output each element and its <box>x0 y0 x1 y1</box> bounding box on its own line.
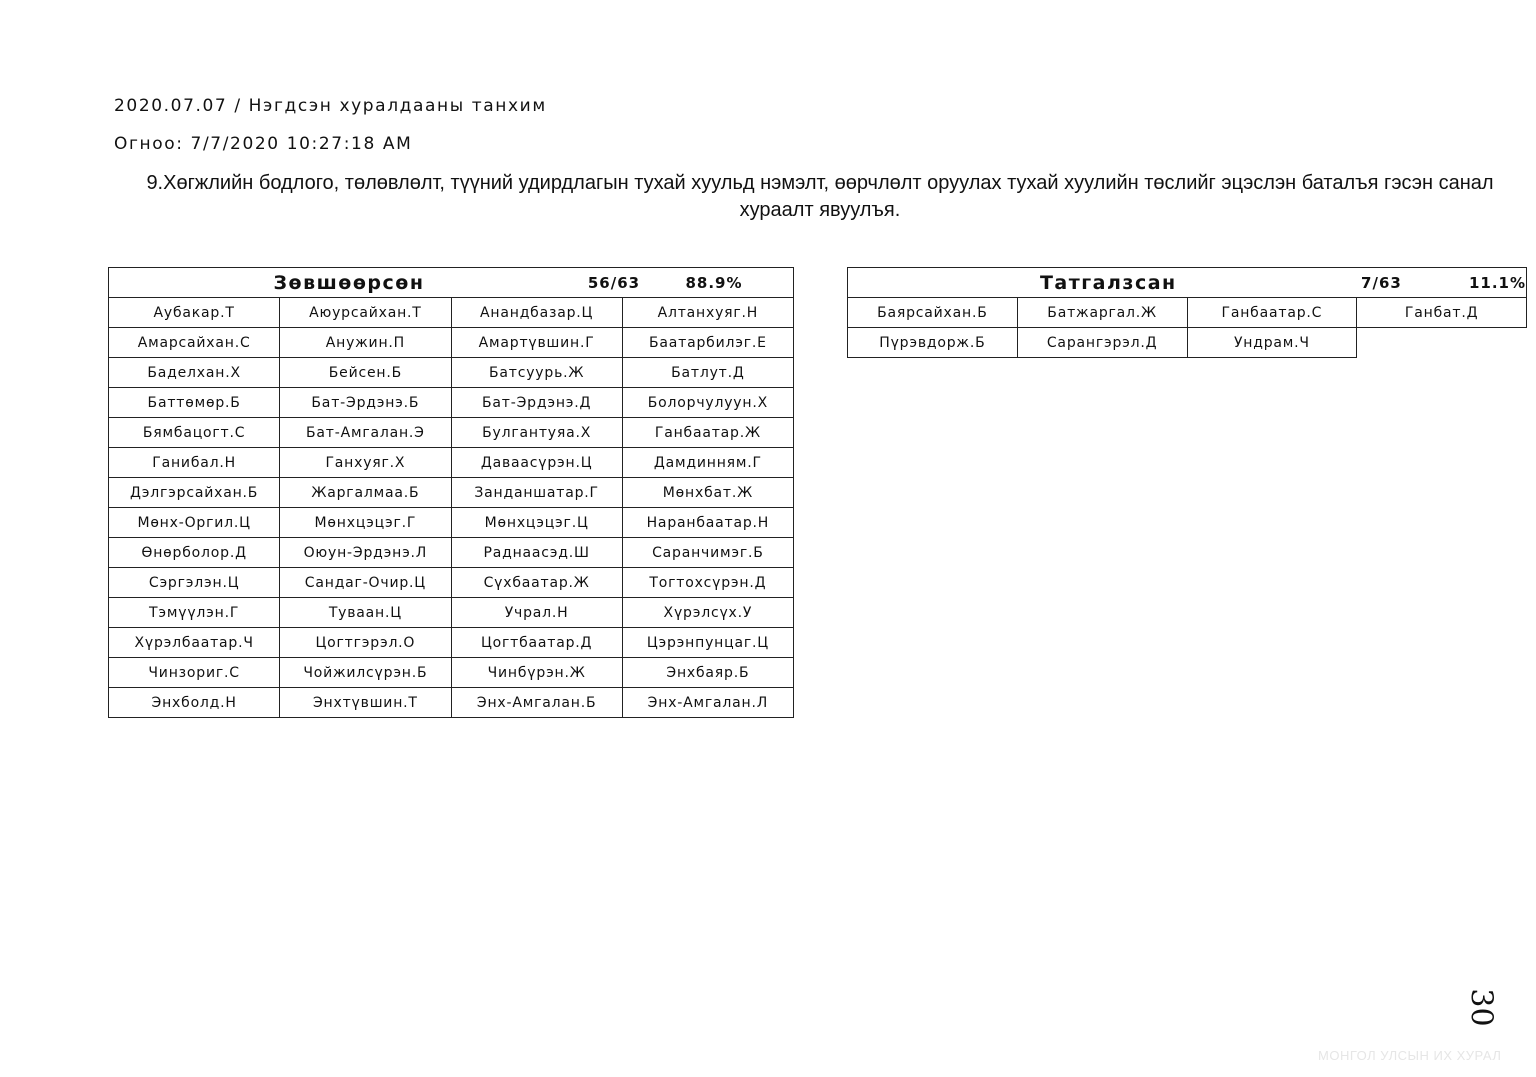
approved-row <box>109 538 794 568</box>
member-name: Баттөмөр.Б <box>109 388 280 418</box>
member-name: Энх-Амгалан.Л <box>622 688 793 718</box>
approved-count: 56/63 <box>587 273 641 292</box>
member-name: Наранбаатар.Н <box>622 508 793 538</box>
member-name: Батжаргал.Ж <box>1017 298 1187 328</box>
approved-row <box>109 298 794 328</box>
approved-names <box>109 298 794 718</box>
member-name: Аюурсайхан.Т <box>280 298 451 328</box>
approved-header <box>109 268 794 298</box>
approved-row <box>109 388 794 418</box>
member-name: Энхбаяр.Б <box>622 658 793 688</box>
rejected-header <box>848 268 1527 298</box>
member-name: Анандбазар.Ц <box>451 298 622 328</box>
rejected-names <box>848 298 1527 358</box>
approved-row <box>109 448 794 478</box>
empty-cell <box>1357 328 1527 358</box>
member-name: Сандаг-Очир.Ц <box>280 568 451 598</box>
member-name: Ганибал.Н <box>109 448 280 478</box>
approved-row <box>109 508 794 538</box>
member-name: Чойжилсүрэн.Б <box>280 658 451 688</box>
member-name: Мөнхцэцэг.Г <box>280 508 451 538</box>
member-name: Алтанхуяг.Н <box>622 298 793 328</box>
approved-row <box>109 568 794 598</box>
member-name: Мөнхцэцэг.Ц <box>451 508 622 538</box>
member-name: Сарангэрэл.Д <box>1017 328 1187 358</box>
member-name: Саранчимэг.Б <box>622 538 793 568</box>
member-name: Энхболд.Н <box>109 688 280 718</box>
member-name: Энхтүвшин.Т <box>280 688 451 718</box>
approved-percent: 88.9% <box>685 273 743 292</box>
member-name: Жаргалмаа.Б <box>280 478 451 508</box>
approved-row <box>109 688 794 718</box>
approved-row <box>109 598 794 628</box>
member-name: Ганбаатар.С <box>1187 298 1357 328</box>
approved-row <box>109 328 794 358</box>
rejected-count: 7/63 <box>1361 273 1402 292</box>
rejected-label: Татгалзсан <box>1039 271 1177 294</box>
member-name: Хүрэлсүх.У <box>622 598 793 628</box>
page-number: 30 <box>1463 988 1499 1027</box>
vote-time-line: Огноо: 7/7/2020 10:27:18 AM <box>114 134 413 154</box>
member-name: Аубакар.Т <box>109 298 280 328</box>
approved-label: Зөвшөөрсөн <box>273 271 425 294</box>
member-name: Сэргэлэн.Ц <box>109 568 280 598</box>
member-name: Тэмүүлэн.Г <box>109 598 280 628</box>
member-name: Тогтохсүрэн.Д <box>622 568 793 598</box>
member-name: Цэрэнпунцаг.Ц <box>622 628 793 658</box>
member-name: Энх-Амгалан.Б <box>451 688 622 718</box>
member-name: Бат-Амгалан.Э <box>280 418 451 448</box>
member-name: Баделхан.Х <box>109 358 280 388</box>
approved-votes-table <box>108 267 794 718</box>
member-name: Батлут.Д <box>622 358 793 388</box>
approved-row <box>109 478 794 508</box>
member-name: Бямбацогт.С <box>109 418 280 448</box>
approved-row <box>109 358 794 388</box>
member-name: Баярсайхан.Б <box>848 298 1018 328</box>
member-name: Раднаасэд.Ш <box>451 538 622 568</box>
member-name: Дамдинням.Г <box>622 448 793 478</box>
member-name: Цогтбаатар.Д <box>451 628 622 658</box>
member-name: Оюун-Эрдэнэ.Л <box>280 538 451 568</box>
member-name: Баатарбилэг.Е <box>622 328 793 358</box>
rejected-row <box>848 328 1527 358</box>
approved-row <box>109 628 794 658</box>
member-name: Пүрэвдорж.Б <box>848 328 1018 358</box>
member-name: Ганбаатар.Ж <box>622 418 793 448</box>
member-name: Өнөрболор.Д <box>109 538 280 568</box>
member-name: Бат-Эрдэнэ.Б <box>280 388 451 418</box>
member-name: Булгантуяа.Х <box>451 418 622 448</box>
footer-watermark: МОНГОЛ УЛСЫН ИХ ХУРАЛ <box>1318 1048 1502 1063</box>
vote-question: 9.Хөгжлийн бодлого, төлөвлөлт, түүний удирдлагын тухай хуульд нэмэлт, өөрчлөлт оруулах тухай хуулийн төслийг эцэслэн баталъя гэсэн санал хураалт явуулъя. <box>146 172 1494 221</box>
member-name: Амартүвшин.Г <box>451 328 622 358</box>
member-name: Батсуурь.Ж <box>451 358 622 388</box>
rejected-votes-table <box>847 267 1527 358</box>
member-name: Чинбүрэн.Ж <box>451 658 622 688</box>
member-name: Туваан.Ц <box>280 598 451 628</box>
member-name: Ганхуяг.Х <box>280 448 451 478</box>
member-name: Ганбат.Д <box>1357 298 1527 328</box>
member-name: Дэлгэрсайхан.Б <box>109 478 280 508</box>
member-name: Мөнх-Оргил.Ц <box>109 508 280 538</box>
member-name: Занданшатар.Г <box>451 478 622 508</box>
member-name: Чинзориг.С <box>109 658 280 688</box>
rejected-row <box>848 298 1527 328</box>
member-name: Анужин.П <box>280 328 451 358</box>
member-name: Даваасүрэн.Ц <box>451 448 622 478</box>
member-name: Мөнхбат.Ж <box>622 478 793 508</box>
approved-row <box>109 658 794 688</box>
session-date-line: 2020.07.07 / Нэгдсэн хуралдааны танхим <box>114 96 547 116</box>
member-name: Хүрэлбаатар.Ч <box>109 628 280 658</box>
approved-row <box>109 418 794 448</box>
member-name: Сүхбаатар.Ж <box>451 568 622 598</box>
member-name: Болорчулуун.Х <box>622 388 793 418</box>
member-name: Цогтгэрэл.О <box>280 628 451 658</box>
member-name: Ундрам.Ч <box>1187 328 1357 358</box>
member-name: Учрал.Н <box>451 598 622 628</box>
member-name: Бат-Эрдэнэ.Д <box>451 388 622 418</box>
rejected-percent: 11.1% <box>1468 273 1526 292</box>
member-name: Бейсен.Б <box>280 358 451 388</box>
member-name: Амарсайхан.С <box>109 328 280 358</box>
